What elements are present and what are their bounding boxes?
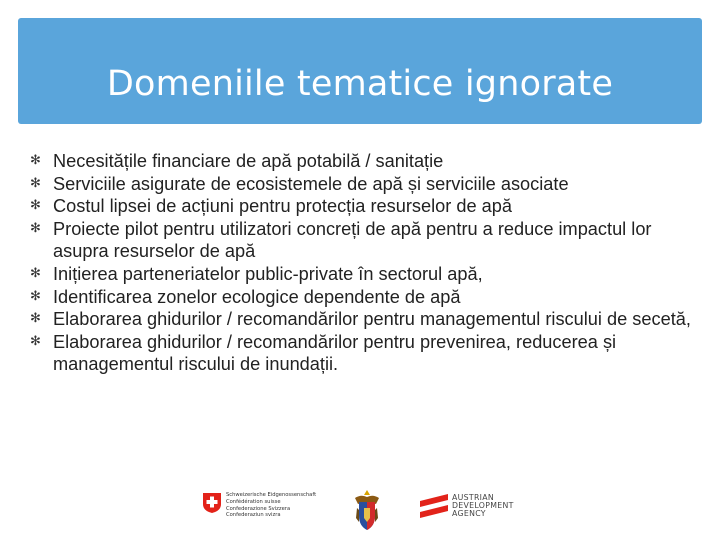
asterisk-bullet-icon: ✻	[30, 288, 41, 304]
list-item	[30, 173, 700, 196]
list-item	[30, 286, 700, 309]
list-item	[30, 263, 700, 286]
swiss-flag-logo	[202, 492, 222, 514]
ada-logo-text: AUSTRIAN DEVELOPMENT AGENCY	[452, 493, 514, 519]
bullet-list	[30, 150, 700, 376]
bullet-text: Necesitățile financiare de apă potabilă / sanitație	[53, 151, 444, 171]
asterisk-bullet-icon: ✻	[30, 153, 41, 168]
list-item	[30, 331, 700, 376]
moldova-coat-of-arms-logo	[352, 488, 382, 532]
bullet-text: Proiecte pilot pentru utilizatori concreți de apă pentru a reduce impactul lor asupra resurselor de apă	[53, 218, 652, 262]
partner-logos	[0, 488, 720, 536]
bullet-text: Elaborarea ghidurilor / recomandărilor pentru prevenirea, reducerea și managementul riscului de inundații.	[53, 331, 617, 375]
list-item	[30, 308, 700, 331]
asterisk-bullet-icon: ✻	[30, 198, 41, 214]
slide-title: Domeniile tematice ignorate	[106, 64, 614, 104]
asterisk-bullet-icon: ✻	[30, 220, 41, 236]
asterisk-bullet-icon: ✻	[30, 311, 41, 327]
asterisk-bullet-icon: ✻	[30, 265, 41, 281]
asterisk-bullet-icon: ✻	[30, 175, 41, 191]
bullet-text: Costul lipsei de acțiuni pentru protecția resurselor de apă	[53, 196, 512, 217]
list-item	[30, 150, 700, 173]
austrian-development-agency-logo	[420, 494, 448, 518]
asterisk-bullet-icon: ✻	[30, 333, 41, 349]
bullet-text: Serviciile asigurate de ecosistemele de apă și serviciile asociate	[53, 173, 569, 194]
list-item	[30, 195, 700, 218]
title-banner	[18, 18, 702, 124]
swiss-confederation-text: Schweizerische Eidgenossenschaft Confédération suisse Confederazione Svizzera Confederaziun svizra	[226, 492, 317, 519]
bullet-text: Identificarea zonelor ecologice dependente de apă	[53, 286, 461, 307]
bullet-text: Inițierea parteneriatelor public-private în sectorul apă,	[53, 263, 483, 284]
bullet-text: Elaborarea ghidurilor / recomandărilor pentru managementul riscului de secetă,	[53, 309, 691, 330]
list-item	[30, 218, 700, 263]
